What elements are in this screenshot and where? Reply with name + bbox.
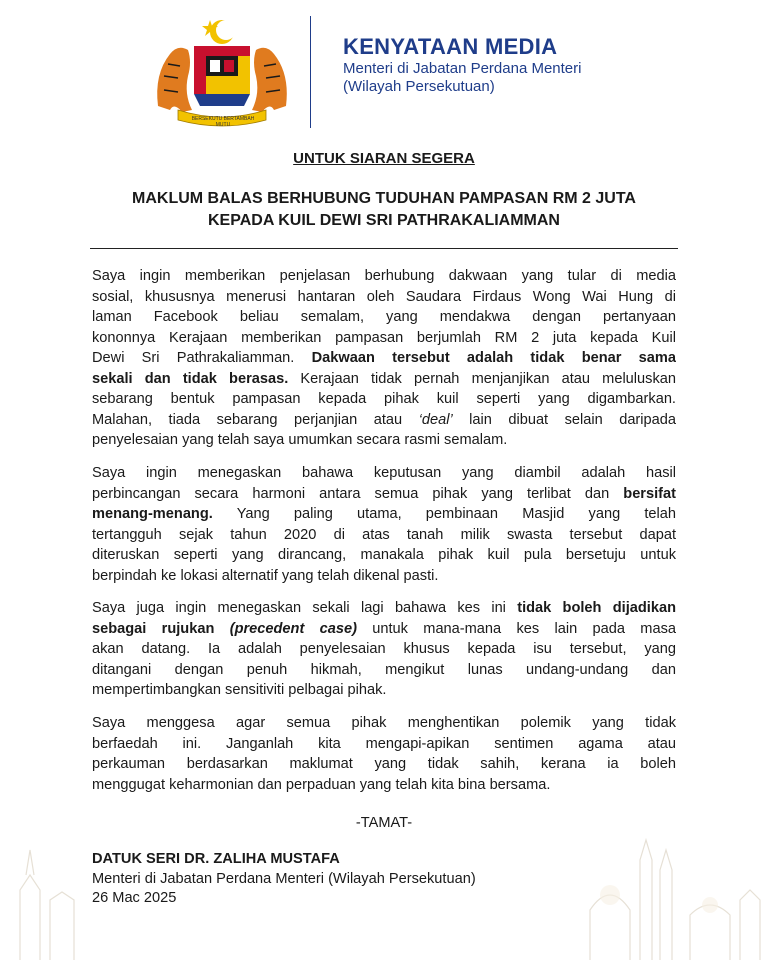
bold-run: sebagai rujukan <box>92 620 230 637</box>
paragraph-4 <box>92 713 676 795</box>
paragraph-1 <box>92 266 676 451</box>
text-line: kononnya Kerajaan memberikan pampasan berjumlah RM 2 juta kepada Kuil <box>92 329 676 346</box>
text-line: penyelesaian yang telah saya umumkan secara rasmi semalam. <box>92 432 508 448</box>
bold-run: Dakwaan tersebut adalah tidak benar sama <box>311 350 676 366</box>
headline-rule <box>90 248 678 249</box>
signatory-name: DATUK SERI DR. ZALIHA MUSTAFA <box>92 851 340 867</box>
headline-line1: MAKLUM BALAS BERHUBUNG TUDUHAN PAMPASAN RM 2 JUTA <box>132 190 636 207</box>
bold-run: tidak boleh dijadikan <box>517 600 676 616</box>
text-line: sebarang bentuk pampasan kepada pihak kuil seperti yang digambarkan. <box>92 391 676 407</box>
text-line: diteruskan seperti yang dirancang, manakala pihak kuil pula bersetuju untuk <box>92 547 676 563</box>
text-line: Saya ingin menegaskan bahawa keputusan yang diambil adalah hasil <box>92 465 676 481</box>
office-subtitle-line1: Menteri di Jabatan Perdana Menteri <box>343 60 582 77</box>
text-run: lain dibuat selain daripada <box>452 411 676 428</box>
release-headline <box>60 188 708 232</box>
text-line <box>92 619 676 640</box>
text-run: Kerajaan tidak pernah menjanjikan atau meluluskan <box>288 370 676 387</box>
text-line: akan datang. Ia adalah penyelesaian khusus kepada isu tersebut, yang <box>92 641 676 657</box>
text-run: Dewi Sri Pathrakaliamman. <box>92 350 312 366</box>
text-line: berfaedah ini. Janganlah kita mengapi-apikan sentimen agama atau <box>92 735 676 752</box>
signatory-title: Menteri di Jabatan Perdana Menteri (Wilayah Persekutuan) <box>92 871 476 887</box>
text-line <box>92 598 676 619</box>
text-run: untuk mana-mana kes lain pada masa <box>356 620 676 637</box>
italic-run: ‘deal’ <box>418 411 453 428</box>
header-divider <box>310 16 311 128</box>
coat-of-arms-icon <box>148 14 296 132</box>
text-line: perkauman berdasarkan maklumat yang tidak sahih, kerana ia boleh <box>92 756 676 772</box>
text-line <box>92 504 676 525</box>
text-line <box>92 410 676 431</box>
text-line: laman Facebook beliau semalam, yang mendakwa dengan pertanyaan <box>92 309 676 325</box>
bold-run: bersifat <box>623 485 676 502</box>
office-subtitle-line2: (Wilayah Persekutuan) <box>343 78 495 95</box>
bold-italic-run: (precedent case) <box>229 620 357 637</box>
text-line: mempertimbangkan sensitiviti pelbagai pihak. <box>92 682 387 698</box>
text-run: Yang paling utama, pembinaan Masjid yang telah <box>212 506 676 522</box>
paragraph-3 <box>92 598 676 701</box>
release-date: 26 Mac 2025 <box>92 890 177 906</box>
text-line <box>92 348 676 369</box>
end-marker: -TAMAT- <box>355 815 413 831</box>
text-line: menggugat keharmonian dan perpaduan yang telah kita bina bersama. <box>92 776 551 793</box>
text-run: Saya juga ingin menegaskan sekali lagi bahawa kes ini <box>92 600 518 616</box>
release-label: UNTUK SIARAN SEGERA <box>293 150 475 167</box>
text-line <box>92 369 676 390</box>
text-line: ditangani dengan penuh hikmah, mengikut lunas undang-undang dan <box>92 661 676 678</box>
text-line: Saya menggesa agar semua pihak menghentikan polemik yang tidak <box>92 715 676 731</box>
crest-motto: BERSEKUTU BERTAMBAH MUTU <box>191 116 255 128</box>
bold-run: menang-menang. <box>92 506 213 522</box>
headline-line2: KEPADA KUIL DEWI SRI PATHRAKALIAMMAN <box>208 212 560 229</box>
paragraph-2 <box>92 463 676 586</box>
text-line: tertangguh sejak tahun 2020 di atas tanah milik swasta tersebut dapat <box>92 526 676 543</box>
text-line: sosial, khususnya menerusi hantaran oleh Saudara Firdaus Wong Wai Hung di <box>92 288 676 305</box>
text-line <box>92 484 676 505</box>
text-line: Saya ingin memberikan penjelasan berhubung dakwaan yang tular di media <box>92 268 676 284</box>
text-line: berpindah ke lokasi alternatif yang telah dikenal pasti. <box>92 567 439 584</box>
bold-run: sekali dan tidak berasas. <box>92 370 289 387</box>
page-title: KENYATAAN MEDIA <box>343 34 558 59</box>
text-run: perbincangan secara harmoni antara semua pihak yang terlibat dan <box>92 485 624 502</box>
text-run: Malahan, tiada sebarang perjanjian atau <box>92 411 419 428</box>
letterhead <box>0 0 768 150</box>
